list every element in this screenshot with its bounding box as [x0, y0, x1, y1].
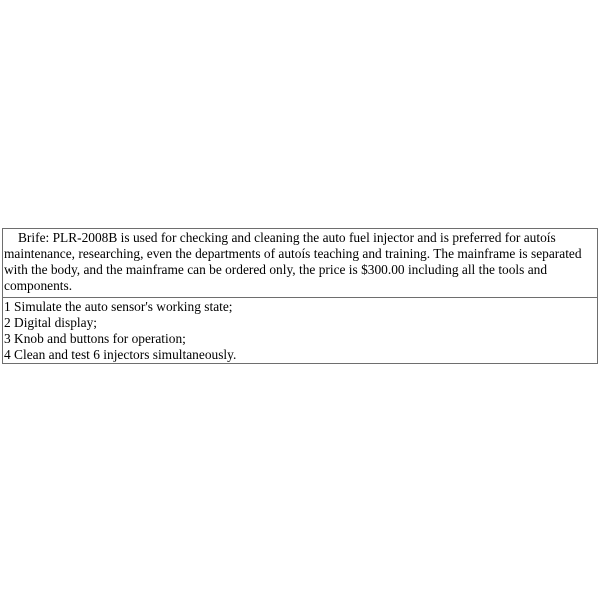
features-list — [3, 298, 598, 364]
product-description-table — [2, 228, 598, 364]
feature-item-2: 2 Digital display; — [4, 315, 97, 330]
feature-item-3: 3 Knob and buttons for operation; — [4, 331, 186, 346]
feature-item-1: 1 Simulate the auto sensor's working state; — [4, 299, 233, 314]
intro-row — [3, 229, 598, 298]
features-row — [3, 298, 598, 364]
intro-paragraph: Brife: PLR-2008B is used for checking and cleaning the auto fuel injector and is preferred for autoís maintenance, researching, even the departments of autoís teaching and training. The mainframe is separated with the body, and the mainframe can be ordered only, the price is $300.00 including all the tools and components. — [3, 229, 598, 298]
feature-item-4: 4 Clean and test 6 injectors simultaneously. — [4, 347, 237, 362]
